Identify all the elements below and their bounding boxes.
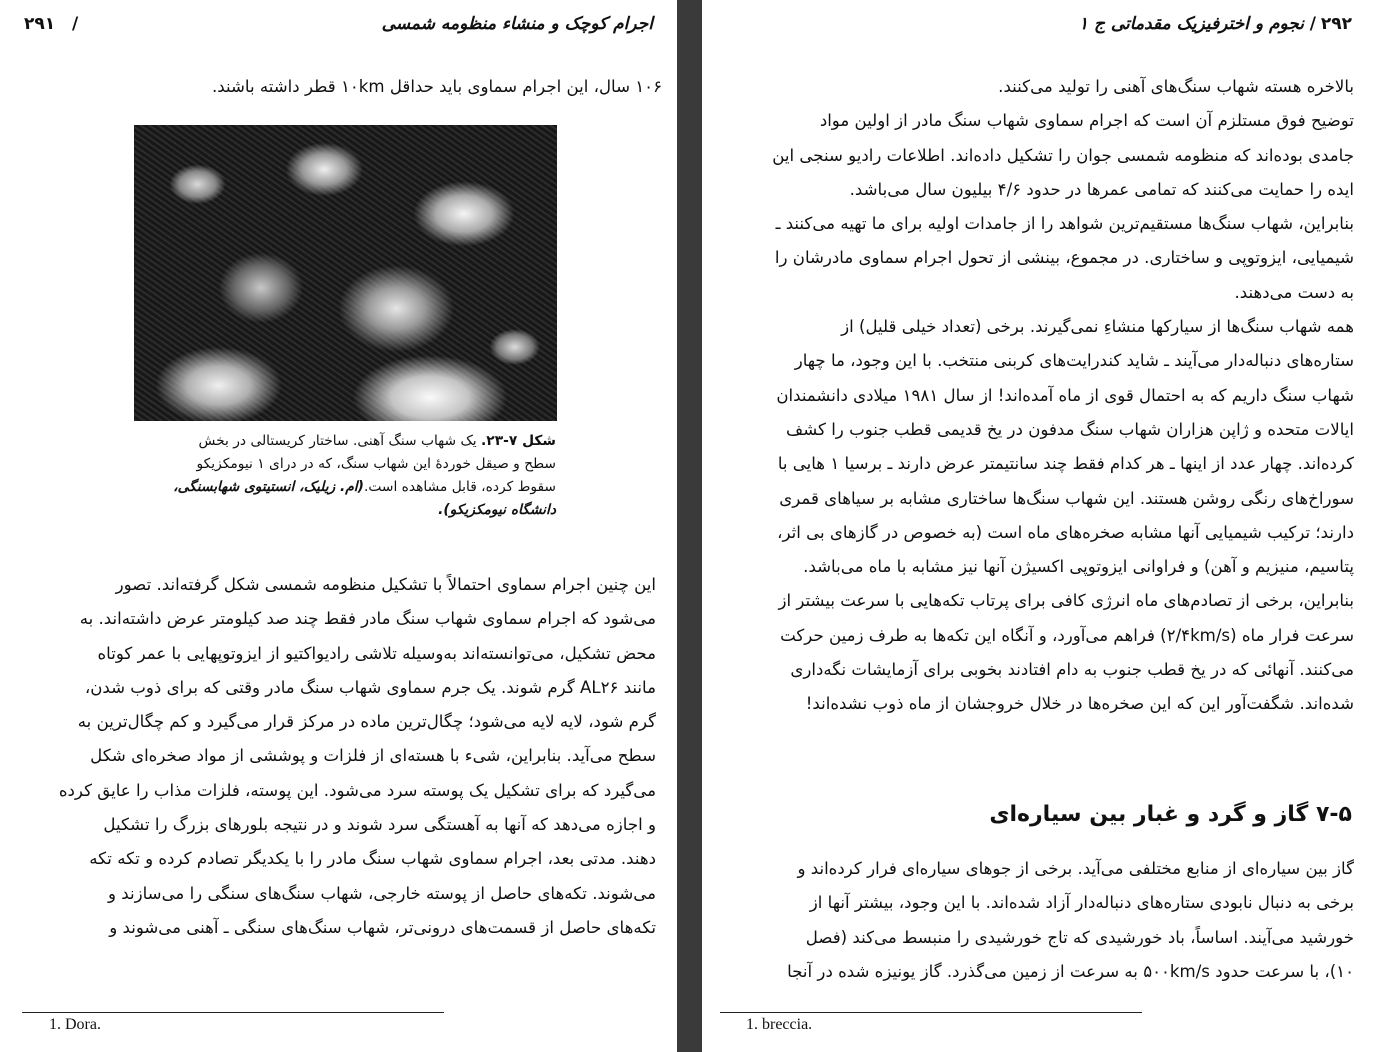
right-running-head xyxy=(726,14,1352,44)
left-body-line: مانند AL۲۶ گرم شوند. یک جرم سماوی شهاب سنگ مادر وقتی که برای ذوب شدن، xyxy=(84,677,656,697)
iron-meteorite-photo xyxy=(134,125,557,421)
left-body-line: این چنین اجرام سماوی احتمالاً با تشکیل منظومه شمسی شکل گرفته‌اند. تصور xyxy=(115,575,656,594)
caption-line-3 xyxy=(130,476,556,499)
right-body-line: ایده را حمایت می‌کنند که تمامی عمرها در حدود ۴/۶ بیلیون سال می‌باشد. xyxy=(849,179,1354,199)
book-gutter xyxy=(677,0,702,1052)
right-body-line: پتاسیم، منیزیم و آهن) و فراوانی ایزوتوپی اکسیژن آنها نیز مشابه با ماه می‌باشد. xyxy=(803,557,1354,577)
right-body-line: می‌کنند. آنهائی که در یخ قطب جنوب به دام افتادند بخوبی برای آزمایشات نگه‌داری xyxy=(790,660,1354,680)
right-body-line: توضیح فوق مستلزم آن است که اجرام سماوی شهاب سنگ مادر از اولین مواد xyxy=(819,111,1354,131)
caption-line-2: سطح و صیقل خوردهٔ این شهاب سنگ، که در درای ۱ نیومکزیکو xyxy=(196,456,556,472)
left-body-paragraph xyxy=(24,568,656,945)
right-body-line: بالاخره هسته شهاب سنگ‌های آهنی را تولید می‌کنند. xyxy=(998,77,1354,96)
left-body-line: می‌شود که اجرام سماوی شهاب سنگ مادر فقط چند صد کیلومتر عرض داشته‌اند. به xyxy=(79,609,656,629)
right-body-line: ستاره‌های دنباله‌دار می‌آیند ـ شاید کندرایت‌های کربنی منتخب. با این وجود، ما چهار xyxy=(794,351,1354,371)
right-body-line: سرعت فرار ماه (۲/۴km/s) فراهم می‌آورد، و آنگاه این تکه‌ها به طرف زمین حرکت xyxy=(780,625,1354,645)
right-body-paragraph-a xyxy=(722,70,1354,722)
caption-text-1: یک شهاب سنگ آهنی. ساختار کریستالی در بخش xyxy=(198,433,482,449)
left-body-line: محض تشکیل، می‌توانسته‌اند به‌وسیله تلاشی رادیواکتیو از ایزوتوپهایی با عمر کوتاه xyxy=(97,643,656,663)
right-footnote-rule xyxy=(720,1012,1142,1013)
right-body-line: ایالات متحده و ژاپن هزاران شهاب سنگ مدفون در یخ قدیمی قطب جنوب را کشف xyxy=(786,419,1354,439)
left-body-line: تکه‌های حاصل از قسمت‌های درونی‌تر، شهاب سنگ‌های سنگی ـ آهنی می‌شوند و xyxy=(109,917,656,937)
left-body-line: دهند. مدتی بعد، اجرام سماوی شهاب سنگ مادر را با یکدیگر تصادم کرده و تکه تکه xyxy=(89,849,656,869)
right-body-line: گاز بین سیاره‌ای از منابع مختلفی می‌آید. برخی از جوهای سیاره‌ای فرار کرده‌اند و xyxy=(797,859,1354,878)
right-body-line: برخی به دنبال نابودی ستاره‌های دنباله‌دار آزاد شده‌اند. با این وجود، بیشتر آنها از xyxy=(809,893,1354,913)
right-body-line: دارند؛ ترکیب شیمیایی آنها مشابه صخره‌های ماه است (به خصوص در گازهای بی اثر، xyxy=(777,522,1354,542)
right-body-line: کرده‌اند. چهار عدد از اینها ـ هر کدام فقط چند سانتیمتر عرض دارند ـ برسیا ۱ هایی با xyxy=(777,454,1354,474)
left-running-title: اجرام کوچک و منشاء منظومه شمسی xyxy=(381,14,653,34)
left-body-line: گرم شود، لایه لایه می‌شود؛ چگال‌ترین ماده در مرکز قرار می‌گیرد و کم چگال‌ترین به xyxy=(77,712,656,732)
right-body-line: شیمیایی، ایزوتوپی و ساختاری. در مجموع، بینشی از تحول اجرام سماوی مادرشان را xyxy=(774,248,1354,268)
right-body-line: بنابراین، شهاب سنگ‌ها مستقیم‌ترین شواهد را از جامدات اولیه برای ما تهیه می‌کنند ـ xyxy=(775,214,1354,234)
right-footnote: 1. breccia. xyxy=(746,1016,813,1033)
right-body-line: بنابراین، برخی از تصادم‌های ماه انرژی کافی برای پرتاب تکه‌هایی با سرعت بیشتر از xyxy=(778,591,1354,611)
right-body-line: جامدی بوده‌اند که منظومه شمسی جوان را تشکیل داده‌اند. اطلاعات رادیو سنجی این xyxy=(772,145,1354,165)
left-intro-line: ۱۰۶ سال، این اجرام سماوی باید حداقل ۱۰km قطر داشته باشند. xyxy=(212,77,662,96)
right-page-number: ۲۹۲ xyxy=(1320,14,1352,34)
left-footnote-rule xyxy=(22,1012,444,1013)
left-body-line: و اجازه می‌دهد که آنها به آهستگی سرد شوند و در نتیجه بلورهای بزرگ را تشکیل xyxy=(103,815,656,835)
figure-caption xyxy=(130,430,556,522)
caption-source-2: دانشگاه نیومکزیکو). xyxy=(438,502,556,518)
left-running-separator: / xyxy=(72,14,79,34)
section-heading: ۷-۵ گاز و گرد و غبار بین سیاره‌ای xyxy=(989,802,1352,827)
left-running-head xyxy=(24,14,653,44)
caption-label: شکل ۷-۲۳. xyxy=(481,433,556,449)
right-page xyxy=(702,0,1376,1052)
right-running-separator: / xyxy=(1309,14,1316,34)
caption-text-3: سقوط کرده، قابل مشاهده است. xyxy=(363,479,556,495)
left-footnote: 1. Dora. xyxy=(49,1016,101,1033)
right-body-line: ۱۰)، با سرعت حدود ۵۰۰km/s به سرعت از زمین می‌گذرد. گاز یونیزه شده در آنجا xyxy=(787,961,1354,981)
caption-line-1 xyxy=(130,430,556,453)
right-body-paragraph-b xyxy=(722,852,1354,989)
left-page-number: ۲۹۱ xyxy=(24,14,56,34)
right-body-line: شهاب سنگ داریم که به احتمال قوی از ماه آمده‌اند! از سال ۱۹۸۱ میلادی دانشمندان xyxy=(776,385,1354,405)
right-body-line: همه شهاب سنگ‌ها از سیارکها منشاءِ نمی‌گیرند. برخی (تعداد خیلی قلیل) از xyxy=(841,317,1354,337)
caption-source-1: (ام. زیلیک، انستیتوی شهابسنگی، xyxy=(173,479,364,495)
right-body-line: سوراخ‌های رنگی روشن هستند. این شهاب سنگ‌ها ساختاری مشابه بر سیاهای قمری xyxy=(779,488,1354,508)
right-body-line: شده‌اند. شگفت‌آور این که این صخره‌ها در خلال خروجشان از ماه ذوب نشده‌اند! xyxy=(805,694,1354,714)
right-body-line: خورشید می‌آیند. اساساً، باد خورشیدی که تاج خورشیدی را منبسط می‌کند (فصل xyxy=(805,927,1354,947)
left-page xyxy=(0,0,677,1052)
right-running-title: نجوم و اخترفیزیک مقدماتی ج ۱ xyxy=(1078,14,1304,34)
left-body-line: سطح می‌آید. بنابراین، شیء با هسته‌ای از فلزات و پوششی از مواد صخره‌ای شکل xyxy=(90,746,656,766)
right-body-line: به دست می‌دهند. xyxy=(1234,282,1354,302)
left-intro-paragraph xyxy=(182,70,662,104)
left-body-line: می‌شوند. تکه‌های حاصل از پوسته خارجی، شهاب سنگ‌های سنگی را می‌سازند و xyxy=(107,883,656,903)
left-body-line: می‌گیرد که برای تشکیل یک پوسته سرد می‌شود. این پوسته، فلزات مذاب را عایق کرده xyxy=(58,780,656,800)
